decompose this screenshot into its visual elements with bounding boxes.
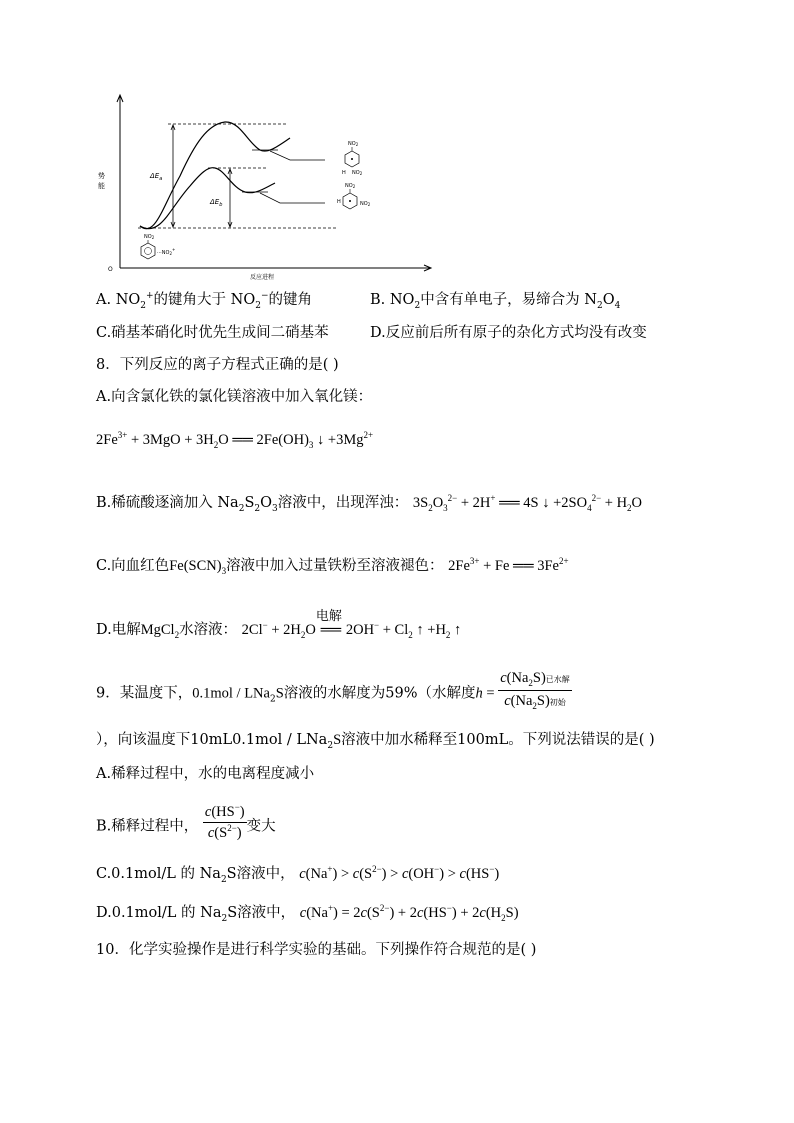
q9-stem2-pre: ），向该温度下10mL0.1mol / LNa (96, 732, 328, 748)
electrolysis-condition: 电解 (315, 609, 342, 624)
curve-a (140, 122, 290, 229)
q9-b-post: 变大 (246, 818, 276, 835)
q7-option-b[interactable]: B. $NO_2$中含有单电子，易缔合为 $N_2O_4$ (370, 292, 621, 311)
q7-a-pre: A. NO (96, 292, 141, 308)
q9-stem-mid: 溶液的水解度为59%（水解度 (283, 685, 476, 702)
svg-text:NO2: $NO_2$ (144, 234, 155, 240)
pointer-upper (270, 151, 325, 160)
q7-option-a[interactable]: A. $NO_2^+$的键角大于 $NO_2^-$的键角 (96, 291, 313, 311)
energy-diagram (90, 88, 450, 288)
q9-stem: 9．某温度下，0.1mol / LNa$_2$S溶液的水解度为59%（水解度h = $\frac{c(Na_2S)已水解}{c(Na_2S)初始}$ (96, 674, 572, 713)
pointer-lower (260, 193, 325, 203)
svg-text:···NO2+: $\cdot\cdot\cdot NO_2^+$ (157, 247, 176, 256)
q8-stem: 8．下列反应的离子方程式正确的是( ) (96, 357, 339, 373)
q7-b-post: 中含有单电子，易缔合为 N (420, 292, 597, 308)
q8-d-text2: 水溶液： (179, 622, 238, 638)
q7-b-pre: B. NO (370, 292, 415, 308)
x-axis-label: 反应进程 (250, 274, 275, 281)
q9-d-post: 溶液中， (237, 905, 296, 921)
q10-stem: 10．化学实验操作是进行科学实验的基础。下列操作符合规范的是( ) (96, 942, 537, 958)
q7-option-c[interactable]: C.硝基苯硝化时优先生成间二硝基苯 (96, 325, 329, 341)
q9-option-c[interactable]: C.0.1mol/L 的 $Na_2S$溶液中， $c(Na^+) > c(S^{2-}) > c(OH^-) > c(HS^-)$ (96, 864, 500, 885)
q9-c-pre: C.0.1mol/L 的 Na (96, 866, 221, 882)
q8-d-text: D.电解 (96, 622, 141, 638)
q9-stem-pre: 9．某温度下， (96, 685, 193, 702)
q9-option-b[interactable] (96, 802, 276, 843)
q8-b-text2: 溶液中，出现浑浊： (277, 495, 409, 511)
q9-option-d[interactable]: D.0.1mol/L 的 $Na_2S$溶液中， $c(Na^+) = 2c(S^{2-}) + 2c(HS^-) + 2c(H_2S)$ (96, 903, 519, 924)
q8-option-c[interactable]: C.向血红色$Fe(SCN)_3$溶液中加入过量铁粉至溶液褪色： $2Fe^{3+} + Fe$ ══ $3Fe^{2+}$ (96, 556, 569, 576)
svg-text:NO2: $NO_2$ (345, 183, 356, 189)
q8-option-b[interactable]: B.稀硫酸逐滴加入 $Na_2S_2O_3$溶液中，出现浑浊： $3S_2O_3^{2-} + 2H^+$ ══ 4S ↓ $+2SO_4^{2-} + H_2O$ (96, 493, 643, 514)
q9-b-pre: B.稀释过程中， (96, 818, 199, 835)
y-axis-label-2: 能 (98, 182, 105, 190)
q9-option-a[interactable]: A.稀释过程中，水的电离程度减小 (96, 766, 315, 782)
q9-stem2: ），向该温度下10mL0.1mol / LNa$_2$S溶液中加水稀释至100mL。下列说法错误的是( ) (96, 732, 655, 751)
y-axis-label-1: 势 (98, 172, 105, 180)
hs-s-fraction: $\frac{c(HS^-)}{c(S^{2-})}$ (204, 802, 245, 841)
q8-option-d[interactable]: D.电解MgCl$_2$水溶液： $2Cl^- + 2H_2O$ 电解 ══ $2OH^- + Cl_2$ ↑ $+H_2$ ↑ (96, 609, 462, 640)
q8-b-text: B.稀硫酸逐滴加入 Na (96, 495, 239, 511)
hydrolysis-fraction: $\frac{c(Na_2S)已水解}{c(Na_2S)初始}$ (500, 670, 570, 711)
delta-a-label: $\Delta E_a$ (150, 172, 163, 182)
origin-label: O (108, 266, 113, 273)
svg-text:NO2: $NO_2$ (360, 201, 371, 207)
q8-c-text2: 溶液中加入过量铁粉至溶液褪色： (226, 558, 444, 574)
delta-b-label: $\Delta E_b$ (210, 198, 223, 208)
q8-option-a-equation: $2Fe^{3+} + 3MgO + 3H_2O$ ══ $2Fe(OH)_3$ ↓ $+3Mg^{2+}$ (96, 430, 374, 450)
q8-c-text: C.向血红色 (96, 558, 170, 574)
reactant-structure (141, 234, 175, 259)
svg-text:H: H (342, 170, 346, 176)
svg-text:H: H (337, 199, 341, 205)
q8-option-a-text[interactable]: A.向含氯化铁的氯化镁溶液中加入氧化镁： (96, 389, 373, 405)
q7-option-d[interactable]: D.反应前后所有原子的杂化方式均没有改变 (370, 325, 647, 341)
q9-c-post: 溶液中， (236, 866, 295, 882)
svg-text:NO2: $NO_2$ (348, 141, 359, 147)
upper-product-structure (342, 141, 363, 176)
q9-stem2-post: 溶液中加水稀释至100mL。下列说法错误的是( ) (341, 732, 655, 748)
q7-a-mid: 的键角大于 NO (153, 292, 256, 308)
q9-stem-conc: 0.1mol / LNa (192, 685, 270, 702)
svg-text:NO2: $NO_2$ (352, 170, 363, 176)
q7-a-post: 的键角 (268, 292, 313, 308)
lower-product-structure (337, 183, 371, 209)
q9-d-pre: D.0.1mol/L 的 Na (96, 905, 222, 921)
